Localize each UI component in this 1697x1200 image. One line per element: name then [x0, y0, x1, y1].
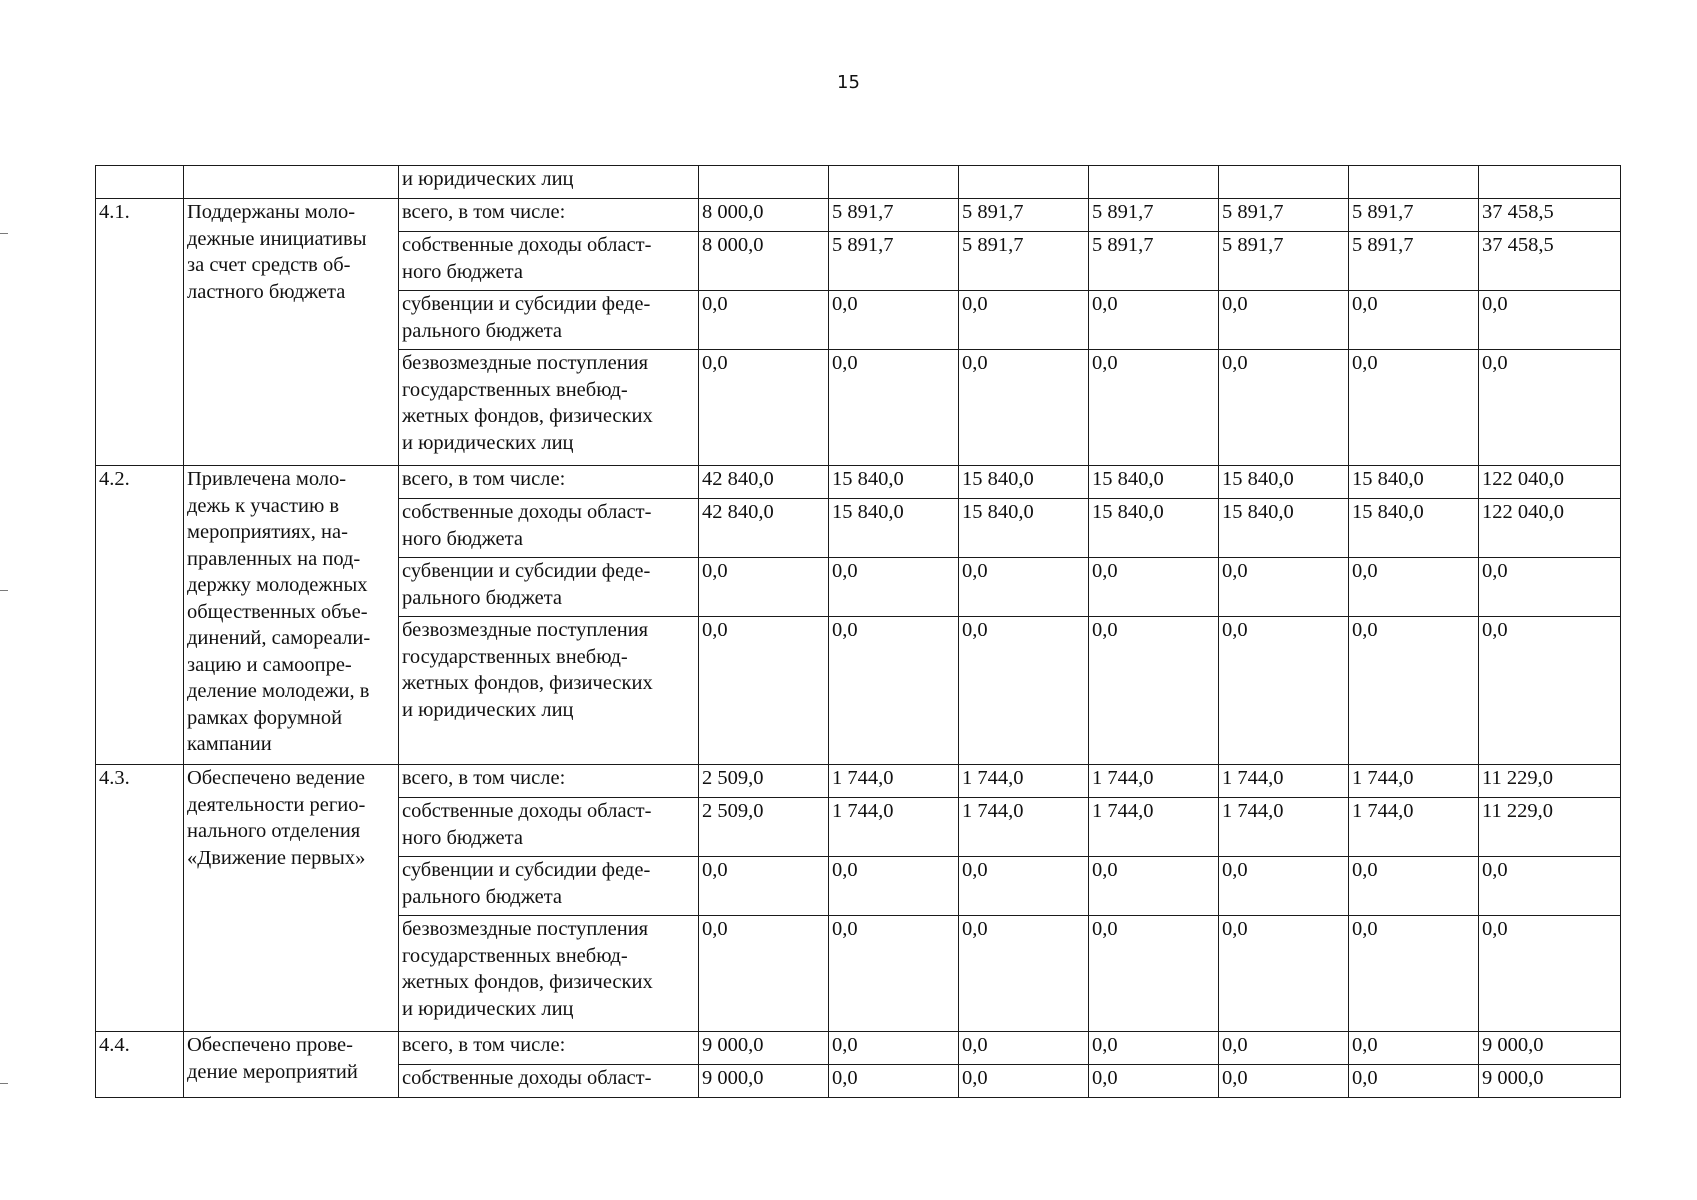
- year-value: 0,0: [959, 1032, 1089, 1065]
- year-value: 0,0: [959, 1065, 1089, 1098]
- year-value: 5 891,7: [829, 199, 959, 232]
- year-value: 0,0: [1219, 857, 1349, 916]
- item-number: 4.2.: [96, 466, 184, 765]
- year-value: 0,0: [959, 558, 1089, 617]
- empty-cell: [1349, 166, 1479, 199]
- year-value: 0,0: [959, 617, 1089, 765]
- year-value: 0,0: [959, 857, 1089, 916]
- year-value: 0,0: [1089, 558, 1219, 617]
- empty-cell: [829, 166, 959, 199]
- year-value: 0,0: [1089, 857, 1219, 916]
- total-value: 11 229,0: [1479, 765, 1621, 798]
- year-value: 0,0: [1219, 1065, 1349, 1098]
- carry-over-text: и юридических лиц: [399, 166, 699, 199]
- year-value: 42 840,0: [699, 466, 829, 499]
- funding-source: безвозмездные поступления государственных внебюд- жетных фондов, физических и юридических лиц: [399, 617, 699, 765]
- total-value: 11 229,0: [1479, 798, 1621, 857]
- year-value: 15 840,0: [1349, 466, 1479, 499]
- year-value: 5 891,7: [829, 232, 959, 291]
- total-value: 0,0: [1479, 857, 1621, 916]
- empty-cell: [699, 166, 829, 199]
- item-number: 4.4.: [96, 1032, 184, 1098]
- year-value: 0,0: [699, 916, 829, 1032]
- funding-source: субвенции и субсидии феде- рального бюджета: [399, 857, 699, 916]
- year-value: 5 891,7: [1219, 232, 1349, 291]
- year-value: 2 509,0: [699, 798, 829, 857]
- empty-cell: [1089, 166, 1219, 199]
- total-value: 0,0: [1479, 291, 1621, 350]
- year-value: 0,0: [1349, 350, 1479, 466]
- year-value: 0,0: [699, 617, 829, 765]
- year-value: 0,0: [829, 558, 959, 617]
- funding-source: всего, в том числе:: [399, 765, 699, 798]
- year-value: 0,0: [1349, 617, 1479, 765]
- year-value: 9 000,0: [699, 1032, 829, 1065]
- total-value: 9 000,0: [1479, 1032, 1621, 1065]
- result-description: Обеспечено ведение деятельности регио- нального отделения «Движение первых»: [184, 765, 399, 1032]
- year-value: 0,0: [699, 291, 829, 350]
- empty-cell: [96, 166, 184, 199]
- year-value: 0,0: [1349, 1032, 1479, 1065]
- year-value: 5 891,7: [1219, 199, 1349, 232]
- year-value: 15 840,0: [959, 466, 1089, 499]
- year-value: 0,0: [1219, 617, 1349, 765]
- budget-table: [95, 165, 1621, 1098]
- funding-source: всего, в том числе:: [399, 199, 699, 232]
- scan-margin-mark: [0, 590, 8, 591]
- year-value: 0,0: [1349, 1065, 1479, 1098]
- year-value: 0,0: [829, 617, 959, 765]
- year-value: 0,0: [959, 291, 1089, 350]
- year-value: 1 744,0: [1349, 798, 1479, 857]
- empty-cell: [959, 166, 1089, 199]
- table-row: [96, 466, 1621, 499]
- table-row: [96, 765, 1621, 798]
- year-value: 1 744,0: [1089, 798, 1219, 857]
- year-value: 0,0: [1219, 350, 1349, 466]
- result-description: Поддержаны моло- дежные инициативы за счет средств об- ластного бюджета: [184, 199, 399, 466]
- year-value: 15 840,0: [1089, 466, 1219, 499]
- page-number: 15: [837, 72, 860, 93]
- funding-source: безвозмездные поступления государственных внебюд- жетных фондов, физических и юридических лиц: [399, 916, 699, 1032]
- year-value: 0,0: [1349, 558, 1479, 617]
- item-number: 4.3.: [96, 765, 184, 1032]
- year-value: 0,0: [1089, 1032, 1219, 1065]
- funding-source: всего, в том числе:: [399, 1032, 699, 1065]
- year-value: 42 840,0: [699, 499, 829, 558]
- year-value: 5 891,7: [1349, 199, 1479, 232]
- year-value: 0,0: [1349, 857, 1479, 916]
- funding-source: безвозмездные поступления государственных внебюд- жетных фондов, физических и юридических лиц: [399, 350, 699, 466]
- empty-cell: [1479, 166, 1621, 199]
- year-value: 0,0: [1089, 350, 1219, 466]
- year-value: 0,0: [829, 916, 959, 1032]
- year-value: 15 840,0: [1349, 499, 1479, 558]
- funding-source: собственные доходы област-: [399, 1065, 699, 1098]
- year-value: 0,0: [959, 350, 1089, 466]
- year-value: 0,0: [1089, 1065, 1219, 1098]
- year-value: 0,0: [1349, 291, 1479, 350]
- year-value: 0,0: [829, 291, 959, 350]
- year-value: 15 840,0: [1219, 466, 1349, 499]
- total-value: 37 458,5: [1479, 199, 1621, 232]
- year-value: 0,0: [1089, 291, 1219, 350]
- total-value: 0,0: [1479, 350, 1621, 466]
- year-value: 1 744,0: [829, 798, 959, 857]
- result-description: Привлечена моло- дежь к участию в мероприятиях, на- правленных на под- держку молодежных общественных объе- динений, самореали- зацию и самоопре- деление молодежи, в рамках форумной кампании: [184, 466, 399, 765]
- year-value: 0,0: [1349, 916, 1479, 1032]
- total-value: 0,0: [1479, 916, 1621, 1032]
- year-value: 0,0: [699, 558, 829, 617]
- funding-source: собственные доходы област- ного бюджета: [399, 232, 699, 291]
- year-value: 0,0: [1219, 916, 1349, 1032]
- year-value: 0,0: [829, 1065, 959, 1098]
- year-value: 0,0: [1089, 916, 1219, 1032]
- year-value: 5 891,7: [1349, 232, 1479, 291]
- year-value: 9 000,0: [699, 1065, 829, 1098]
- year-value: 0,0: [1219, 291, 1349, 350]
- year-value: 0,0: [959, 916, 1089, 1032]
- funding-source: субвенции и субсидии феде- рального бюджета: [399, 558, 699, 617]
- year-value: 0,0: [699, 857, 829, 916]
- total-value: 122 040,0: [1479, 466, 1621, 499]
- total-value: 9 000,0: [1479, 1065, 1621, 1098]
- empty-cell: [184, 166, 399, 199]
- funding-source: всего, в том числе:: [399, 466, 699, 499]
- year-value: 1 744,0: [959, 798, 1089, 857]
- year-value: 1 744,0: [1349, 765, 1479, 798]
- year-value: 5 891,7: [959, 199, 1089, 232]
- year-value: 0,0: [1219, 558, 1349, 617]
- total-value: 0,0: [1479, 617, 1621, 765]
- year-value: 8 000,0: [699, 199, 829, 232]
- table-row: [96, 1032, 1621, 1065]
- total-value: 0,0: [1479, 558, 1621, 617]
- scan-margin-mark: [0, 1083, 8, 1084]
- total-value: 37 458,5: [1479, 232, 1621, 291]
- year-value: 1 744,0: [1219, 765, 1349, 798]
- scan-margin-mark: [0, 233, 8, 234]
- year-value: 0,0: [829, 350, 959, 466]
- year-value: 5 891,7: [1089, 232, 1219, 291]
- year-value: 15 840,0: [829, 466, 959, 499]
- table-row: [96, 199, 1621, 232]
- year-value: 15 840,0: [829, 499, 959, 558]
- table-body: [96, 166, 1621, 1098]
- empty-cell: [1219, 166, 1349, 199]
- year-value: 2 509,0: [699, 765, 829, 798]
- year-value: 8 000,0: [699, 232, 829, 291]
- funding-source: собственные доходы област- ного бюджета: [399, 499, 699, 558]
- year-value: 0,0: [1219, 1032, 1349, 1065]
- year-value: 5 891,7: [1089, 199, 1219, 232]
- year-value: 5 891,7: [959, 232, 1089, 291]
- year-value: 0,0: [829, 1032, 959, 1065]
- item-number: 4.1.: [96, 199, 184, 466]
- funding-source: собственные доходы област- ного бюджета: [399, 798, 699, 857]
- result-description: Обеспечено прове- дение мероприятий: [184, 1032, 399, 1098]
- year-value: 0,0: [1089, 617, 1219, 765]
- carry-over-row: [96, 166, 1621, 199]
- year-value: 1 744,0: [829, 765, 959, 798]
- total-value: 122 040,0: [1479, 499, 1621, 558]
- year-value: 0,0: [699, 350, 829, 466]
- year-value: 1 744,0: [1089, 765, 1219, 798]
- year-value: 1 744,0: [1219, 798, 1349, 857]
- year-value: 0,0: [829, 857, 959, 916]
- year-value: 1 744,0: [959, 765, 1089, 798]
- funding-source: субвенции и субсидии феде- рального бюджета: [399, 291, 699, 350]
- year-value: 15 840,0: [1089, 499, 1219, 558]
- year-value: 15 840,0: [1219, 499, 1349, 558]
- year-value: 15 840,0: [959, 499, 1089, 558]
